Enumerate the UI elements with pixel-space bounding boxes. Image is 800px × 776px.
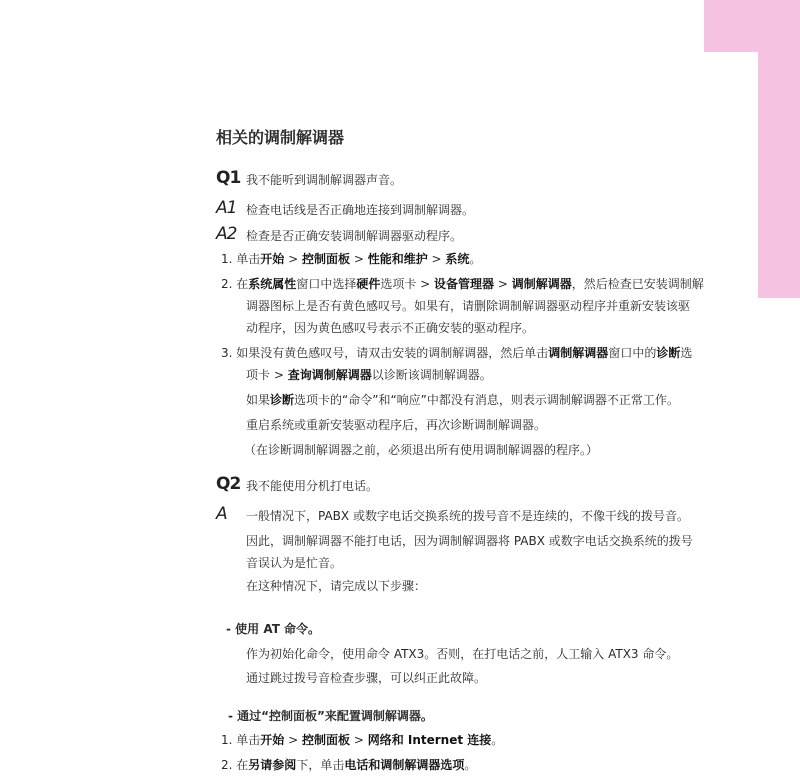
step-text: 窗口中的 <box>608 346 657 360</box>
separator: > <box>350 252 368 266</box>
step-text: 下，单击 <box>296 758 345 772</box>
q1-mark: Q1 <box>216 168 241 188</box>
a2-answer: 检查是否正确安装调制解调器驱动程序。 <box>246 229 463 243</box>
step-text: 在 <box>236 758 249 772</box>
a1-mark: A1 <box>216 198 237 218</box>
q1-note-1 <box>246 392 679 408</box>
query-modem: 查询调制解调器 <box>287 368 372 382</box>
q2-answer-line-3: 音误认为是忙音。 <box>246 556 343 570</box>
step-text: 。 <box>491 733 504 747</box>
see-also: 另请参阅 <box>248 758 297 772</box>
modem: 调制解调器 <box>511 277 572 291</box>
q2-answer-mark: A <box>216 504 227 524</box>
diagnostics-label: 诊断 <box>270 393 295 407</box>
step-number: 1. <box>221 733 233 747</box>
device-manager: 设备管理器 <box>434 277 495 291</box>
step-text: 项卡 > <box>246 368 288 382</box>
section-heading: 相关的调制解调器 <box>216 128 345 147</box>
q2-answer-line-1: 一般情况下，PABX 或数字电话交换系统的拨号音不是连续的，不像干线的拨号音。 <box>246 509 689 523</box>
q2-mark: Q2 <box>216 474 241 494</box>
step-text: 单击 <box>236 733 261 747</box>
q1-question: 我不能听到调制解调器声音。 <box>246 173 403 187</box>
separator: > <box>350 733 368 747</box>
step-number: 2. <box>221 758 233 772</box>
step-text: 。 <box>464 758 477 772</box>
step-number: 3. <box>221 346 233 360</box>
step-number: 2. <box>221 277 233 291</box>
q2-answer-line-4: 在这种情况下，请完成以下步骤： <box>246 579 427 593</box>
control-panel-step-2 <box>221 757 476 773</box>
q1-step-2-line-3: 动程序，因为黄色感叹号表示不正确安装的驱动程序。 <box>246 321 535 335</box>
menu-start: 开始 <box>260 733 285 747</box>
q1-note-3: （在诊断调制解调器之前，必须退出所有使用调制解调器的程序。） <box>244 443 599 457</box>
step-text: 选 <box>680 346 693 360</box>
step-text: 如果没有黄色感叹号，请双击安装的调制解调器，然后单击 <box>236 346 549 360</box>
step-text: 以诊断该调制解调器。 <box>371 368 492 382</box>
note-text: 选项卡的“命令”和“响应”中都没有消息，则表示调制解调器不正常工作。 <box>294 393 679 407</box>
q1-note-2: 重启系统或重新安装驱动程序后，再次诊断调制解调器。 <box>246 418 547 432</box>
sub-section-control-panel: - 通过“控制面板”来配置调制解调器。 <box>228 709 433 723</box>
system-properties: 系统属性 <box>248 277 297 291</box>
step-text: ，然后检查已安装调制解 <box>571 277 704 291</box>
step-text: 窗口中选择 <box>296 277 357 291</box>
control-panel-step-1 <box>221 732 503 748</box>
menu-system: 系统 <box>445 252 470 266</box>
note-text: 如果 <box>246 393 271 407</box>
menu-network-internet: 网络和 Internet 连接 <box>367 733 492 747</box>
step-number: 1. <box>221 252 233 266</box>
step-text: 。 <box>469 252 482 266</box>
modem-window: 调制解调器 <box>548 346 609 360</box>
hardware-tab: 硬件 <box>356 277 381 291</box>
separator: > <box>427 252 446 266</box>
q1-step-3 <box>221 345 692 361</box>
q1-step-3-line-2 <box>246 367 492 383</box>
q1-step-1 <box>221 251 481 267</box>
menu-control-panel: 控制面板 <box>302 733 351 747</box>
menu-control-panel: 控制面板 <box>302 252 351 266</box>
q1-step-2 <box>221 276 704 292</box>
phone-modem-options: 电话和调制解调器选项 <box>344 758 465 772</box>
at-command-line-1: 作为初始化命令，使用命令 ATX3。否则，在打电话之前，人工输入 ATX3 命令。 <box>246 647 679 661</box>
at-command-line-2: 通过跳过拨号音检查步骤，可以纠正此故障。 <box>246 671 487 685</box>
step-text: 在 <box>236 277 249 291</box>
q1-step-2-line-2: 调器图标上是否有黄色感叹号。如果有，请删除调制解调器驱动程序并重新安装该驱 <box>246 299 691 313</box>
step-text: 单击 <box>236 252 261 266</box>
separator: > <box>284 252 302 266</box>
menu-start: 开始 <box>260 252 285 266</box>
sub-section-at-command: - 使用 AT 命令。 <box>226 622 321 636</box>
menu-performance: 性能和维护 <box>367 252 428 266</box>
separator: > <box>284 733 302 747</box>
q2-answer-line-2: 因此，调制解调器不能打电话，因为调制解调器将 PABX 或数字电话交换系统的拨号 <box>246 534 693 548</box>
step-text: 选项卡 > <box>380 277 435 291</box>
a1-answer: 检查电话线是否正确地连接到调制解调器。 <box>246 203 475 217</box>
diagnostics-tab: 诊断 <box>656 346 681 360</box>
separator: > <box>494 277 512 291</box>
a2-mark: A2 <box>216 224 237 244</box>
q2-question: 我不能使用分机打电话。 <box>246 479 379 493</box>
